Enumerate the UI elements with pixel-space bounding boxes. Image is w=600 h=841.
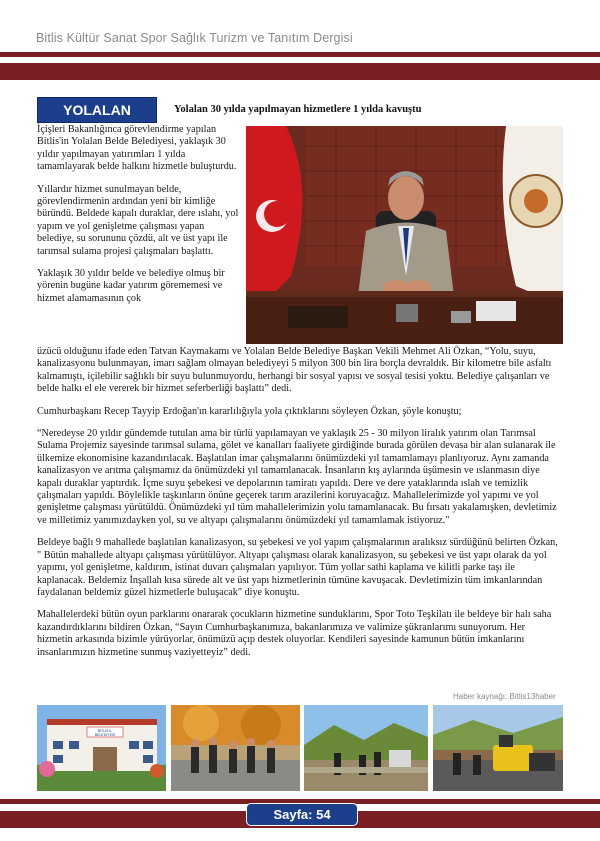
paragraph: Mahallelerdeki bütün oyun parklarını onararak çocukların hizmetine sunduklarını, Spor Toto Teşkilatı ile beldeye bir halı saha kazandırdıklarını bildiren Özkan, “Sayın Cumhurbaşkanımıza, bakanlarımıza ve valimize şükranlarımı sunuyorum. Her hizmetin arkasında bizimle yürüyorlar, önümüzü açıp destek oluyorlar. Kendileri sayesinde kamunun bütün imkanlarını insanlarımızın hizmetine sunmuş vaziyetteyiz” dedi. <box>37 609 552 658</box>
paragraph: “Neredeyse 20 yıldır gündemde tutulan ama bir türlü yapılamayan ve yaklaşık 25 - 30 milyon liralık yatırım olan Tarımsal Sulama Projemiz sayesinde tarımsal sulama, gölet ve kanalları faaliyete girdiğinde burada görülen devasa bir alan sulanarak ile ülkemize ekonomisine kazandırılacak. Başlatılan imar çalışmalarını önümüzdeki yıl tamamlamayı planlıyoruz. Aynı zamanda kanalizasyon ve arıtma çalışmamız da önümüzdeki yıl tamamlanacak. İnsanların kış aylarında üşümesin ve ıslanmasın diye kapalı duraklar yaptırdık. İçme suyu şebekesi ve depolarının tamiratı yapıldı. Dere ve dere yataklarında ıslah ve temizlik çalışmaları yapıldı. Böylelikle taşkınların önüne geçerek tarım arazilerini koruyacağız. Mahallelerimizde yol yapımı ve yol genişletme çalışması yürütüldü. Önümüzdeki yıl tüm mahallelerimizin yolu tamamlanacak. Bu fırsatı yakalamışken, devletimiz ve milletimiz yanımızdayken yol, su ve altyapı çalışmalarını önümüzdeki yıl tamamlamak istiyoruz." <box>37 428 557 526</box>
article-column <box>37 124 242 305</box>
section-tag: YOLALAN <box>37 97 157 123</box>
photo-asphalt-paving <box>433 705 563 791</box>
photo-municipality-building <box>37 705 166 791</box>
building-sign-line-1: BİTLİS İL <box>97 729 113 733</box>
magazine-title: Bitlis Kültür Sanat Spor Sağlık Turizm ve Tanıtım Dergisi <box>36 31 353 45</box>
paragraph: Cumhurbaşkanı Recep Tayyip Erdoğan'ın kararlılığıyla yola çıktıklarını söyleyen Özkan, şöyle konuştu; <box>37 405 462 417</box>
building-sign-line-2: BELEDİYESİ <box>94 733 116 737</box>
article-body <box>37 346 563 669</box>
photo-workers-group <box>171 705 300 791</box>
article-headline: Yolalan 30 yılda yapılmayan hizmetlere 1 yılda kavuştu <box>174 104 422 115</box>
top-band-thin <box>0 52 600 57</box>
page-number: Sayfa: 54 <box>246 803 358 826</box>
paragraph: İçişleri Bakanlığınca görevlendirme yapılan Bitlis'in Yolalan Belde Belediyesi, yaklaşık 30 yıldır yapılmayan yatırımları 1 yılda tamamlayarak belde halkını hizmetle buluşturdu. <box>37 124 237 173</box>
mayor-office-illustration <box>246 126 563 344</box>
mayor-photo <box>246 126 563 344</box>
photo-road-works <box>304 705 428 791</box>
paragraph: Yıllardır hizmet sunulmayan belde, görevlendirmenin ardından yeni bir kimliğe büründü. Beldede kapalı duraklar, dere ıslahı, yol yapım ve yol genişletme çalışması yapan belediye, su sorununu çözdü, alt ve üst yapı ile tarımsal sulama projesi çalışmaları başlattı. <box>37 183 239 257</box>
paragraph: Yaklaşık 30 yıldır belde ve belediye olmuş bir yörenin bugüne kadar yatırım görememesi ve hizmet alamamasının çok <box>37 268 225 304</box>
top-band <box>0 63 600 80</box>
paragraph: üzücü olduğunu ifade eden Tatvan Kaymakamı ve Yolalan Belde Belediye Başkan Vekili Mehmet Ali Özkan, “Yolu, suyu, kanalizasyonu bulunmayan, imarı sağlam olmayan belediyeyi 5 milyon 300 bin lira borçla devraldık. Bir kilometre bile asfaltı kalmamıştı, içilebilir sağlıklı bir suyu bulunmuyordu, herhangi bir sosyal yapısı ve sosyal tesisi yoktu. Belediye çalışanları ve belde halkı el ele vererek bir hizmet seferberliği başlattı” dedi. <box>37 346 552 395</box>
news-source-credit: Haber kaynağı: Bitlis13haber <box>453 692 556 701</box>
paragraph: Beldeye bağlı 9 mahallede başlatılan kanalizasyon, su şebekesi ve yol yapım çalışmalarının aralıksız sürdüğünü belirten Özkan, " Bütün mahallede altyapı çalışması yürütülüyor. Altyapı çalışması olarak kanalizasyon, su şebekesi ve üst yapı olarak da yol yapımı, yol genişletme, kaldırım, istinat duvarı çalışmaları yapılıyor. Tüm yollar sathi kaplama ve kilitli parke taşı ile kaplanacak. Beldemiz İnşallah kısa sürede alt ve üst yapı hizmetlerinin tümüne kavuşacak. Devletimizin tüm imkanlarından faydalanan beldemiz güzel hizmetlerle buluşacak" diye konuştu. <box>37 537 558 598</box>
